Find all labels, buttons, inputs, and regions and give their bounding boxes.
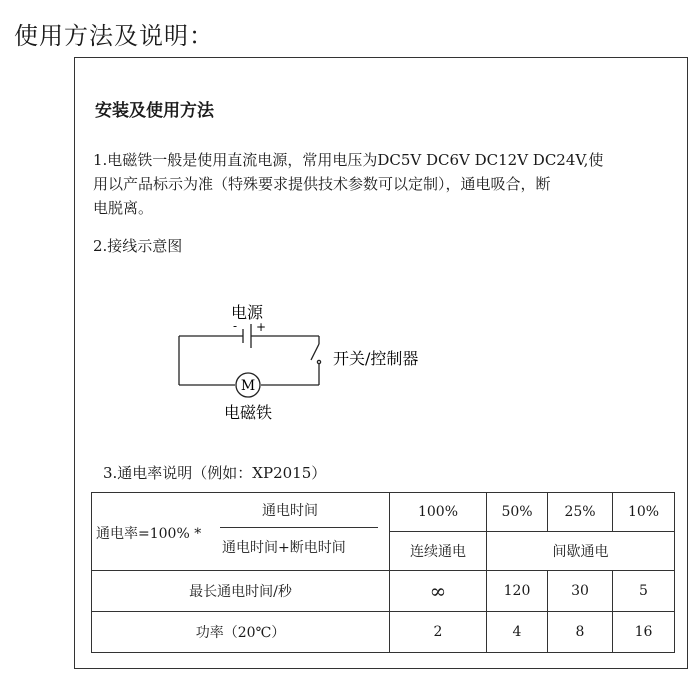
switch-label: 开关/控制器 bbox=[333, 349, 419, 368]
continuous-label: 连续通电 bbox=[390, 532, 487, 571]
minus-sign: - bbox=[232, 319, 238, 333]
paragraph-line: 用以产品标示为准（特殊要求提供技术参数可以定制），通电吸合，断 bbox=[93, 175, 551, 193]
switch-lever bbox=[311, 344, 319, 360]
table-cell: 120 bbox=[487, 571, 548, 612]
power-label: 电源 bbox=[230, 303, 264, 322]
row-label: 功率（20℃） bbox=[92, 612, 390, 653]
magnet-symbol: M bbox=[240, 378, 256, 394]
magnet-label: 电磁铁 bbox=[223, 403, 273, 422]
table-cell: 30 bbox=[548, 571, 613, 612]
switch-contact bbox=[317, 360, 320, 363]
instruction-panel bbox=[74, 57, 688, 669]
formula-numerator: 通电时间 bbox=[262, 503, 318, 519]
duty-cycle-table bbox=[91, 492, 675, 653]
formula-left: 通电率=100% * bbox=[96, 526, 202, 542]
table-cell: 16 bbox=[613, 612, 675, 653]
formula-denominator: 通电时间+断电时间 bbox=[222, 540, 346, 556]
duty-value: 100% bbox=[390, 493, 487, 532]
formula-cell bbox=[92, 493, 390, 571]
table-cell: ∞ bbox=[390, 571, 487, 612]
intermittent-label: 间歇通电 bbox=[487, 532, 675, 571]
section-title: 安装及使用方法 bbox=[95, 101, 214, 121]
wiring-diagram bbox=[75, 58, 689, 478]
table-cell: 8 bbox=[548, 612, 613, 653]
wiring-heading: 2.接线示意图 bbox=[93, 237, 183, 255]
page-title: 使用方法及说明： bbox=[14, 22, 214, 50]
table-cell: 5 bbox=[613, 571, 675, 612]
paragraph-line: 1.电磁铁一般是使用直流电源，常用电压为DC5V DC6V DC12V DC24V,使 bbox=[93, 151, 604, 169]
duty-value: 50% bbox=[487, 493, 548, 532]
table-cell: 4 bbox=[487, 612, 548, 653]
row-label: 最长通电时间/秒 bbox=[92, 571, 390, 612]
duty-value: 10% bbox=[613, 493, 675, 532]
duty-value: 25% bbox=[548, 493, 613, 532]
paragraph-line: 电脱离。 bbox=[93, 199, 154, 217]
duty-heading: 3.通电率说明（例如：XP2015） bbox=[103, 464, 327, 482]
fraction-line bbox=[220, 527, 378, 528]
table-cell: 2 bbox=[390, 612, 487, 653]
plus-sign: + bbox=[255, 320, 267, 334]
